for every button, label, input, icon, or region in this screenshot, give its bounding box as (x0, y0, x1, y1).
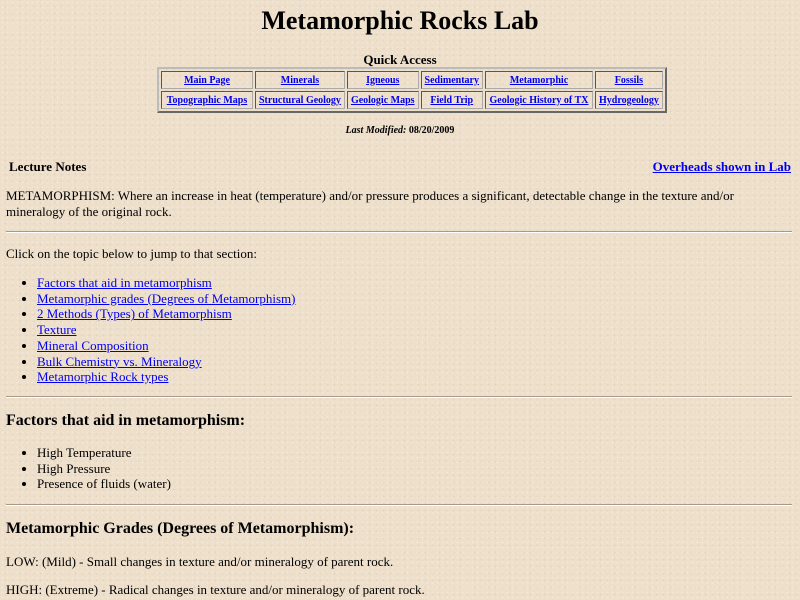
list-item (37, 306, 295, 322)
nav-geologic-history-link[interactable]: Geologic History of TX (489, 94, 589, 106)
nav-topographic-maps-link[interactable]: Topographic Maps (166, 94, 248, 106)
list-item (37, 291, 295, 307)
toc-rock-types-link[interactable]: Metamorphic Rock types (37, 369, 169, 385)
list-item: • High Temperature (37, 445, 171, 461)
last-modified-label: Last Modified: (345, 125, 407, 136)
quick-access-heading: Quick Access (363, 52, 437, 67)
divider (6, 504, 792, 506)
nav-structural-geology-link[interactable]: Structural Geology (259, 94, 341, 106)
divider (6, 231, 792, 233)
list-item (37, 369, 295, 385)
nav-field-trip-link[interactable]: Field Trip (430, 94, 474, 106)
toc-bulk-chemistry-link[interactable]: Bulk Chemistry vs. Mineralogy (37, 353, 202, 369)
page-title: Metamorphic Rocks Lab (261, 6, 539, 35)
grades-low-text: LOW: (Mild) - Small changes in texture and/or mineralogy of parent rock. (6, 554, 394, 569)
grades-heading: Metamorphic Grades (Degrees of Metamorphism): (6, 520, 355, 537)
nav-minerals-link[interactable]: Minerals (280, 74, 320, 86)
divider (6, 396, 792, 398)
toc-factors-link[interactable]: Factors that aid in metamorphism (37, 275, 212, 290)
toc-grades-link[interactable]: Metamorphic grades (Degrees of Metamorphism) (37, 290, 296, 306)
nav-fossils-link[interactable]: Fossils (614, 74, 644, 86)
nav-sedimentary-link[interactable]: Sedimentary (424, 74, 479, 86)
list-item (37, 338, 295, 354)
last-modified (0, 125, 800, 136)
toc-methods-link[interactable]: 2 Methods (Types) of Metamorphism (37, 306, 232, 322)
last-modified-date: 08/20/2009 (408, 125, 455, 136)
nav-igneous-link[interactable]: Igneous (366, 74, 400, 86)
factors-heading: Factors that aid in metamorphism: (6, 412, 246, 429)
list-item (37, 354, 295, 370)
lecture-notes-heading: Lecture Notes (9, 159, 87, 174)
list-item: • High Pressure (37, 461, 171, 477)
metamorphism-definition: METAMORPHISM: Where an increase in heat (temperature) and/or pressure produces a significant, detectable change in the texture and/or mineralogy of the original rock. (6, 188, 734, 219)
factors-list (6, 445, 171, 492)
list-item: • Presence of fluids (water) (37, 476, 171, 492)
nav-main-page-link[interactable]: Main Page (184, 74, 230, 86)
nav-metamorphic-link[interactable]: Metamorphic (509, 74, 569, 86)
quick-access-nav (157, 67, 667, 113)
toc-texture-link[interactable]: Texture (37, 322, 77, 338)
toc-mineral-composition-link[interactable]: Mineral Composition (37, 337, 149, 353)
nav-geologic-maps-link[interactable]: Geologic Maps (350, 94, 415, 106)
topic-list (6, 275, 295, 385)
overheads-link[interactable]: Overheads shown in Lab (652, 159, 791, 174)
grades-high-text: HIGH: (Extreme) - Radical changes in texture and/or mineralogy of parent rock. (6, 582, 425, 597)
jump-intro-text: Click on the topic below to jump to that section: (6, 246, 257, 261)
list-item (37, 275, 295, 291)
nav-hydrogeology-link[interactable]: Hydrogeology (599, 94, 659, 106)
list-item (37, 322, 295, 338)
